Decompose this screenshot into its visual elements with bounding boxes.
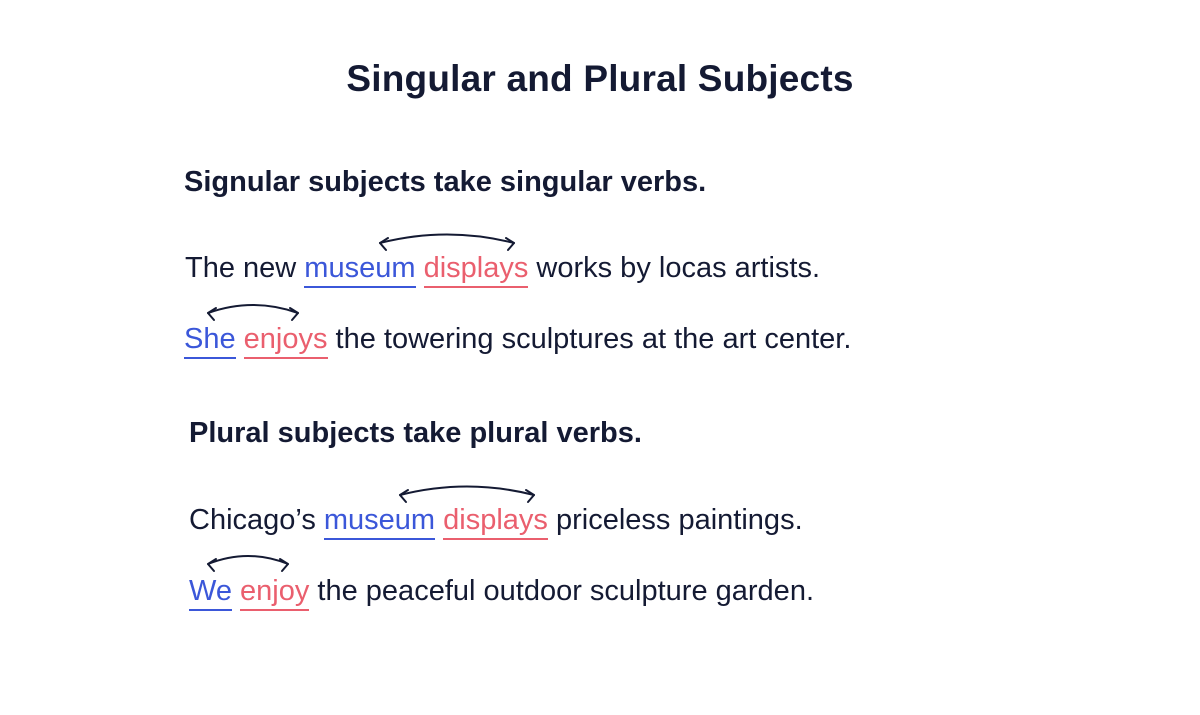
sentence-text [416,252,424,284]
example-sentence [185,252,820,285]
sentence-text: Chicago’s [189,504,324,536]
sentence-text: The new [185,252,305,284]
sentence-text [236,323,244,355]
sentence-text: works by locas artists. [528,252,821,284]
sentence-text [232,575,240,607]
agreement-arrow-icon [203,550,293,574]
example-sentence [184,323,851,356]
example-sentence [189,504,803,537]
page-title: Singular and Plural Subjects [346,58,854,99]
subject-word: We [189,575,232,611]
sentence-text: the peaceful outdoor sculpture garden. [309,575,815,607]
subject-word: She [184,323,236,359]
agreement-arrow-icon [203,299,303,323]
verb-word: displays [443,504,548,540]
sentence-text: priceless paintings. [547,504,803,536]
example-sentence [189,575,814,608]
sentence-text: the towering sculptures at the art center. [327,323,852,355]
section-heading-plural: Plural subjects take plural verbs. [189,417,642,449]
sentence-text [435,504,443,536]
verb-word: enjoy [240,575,309,611]
verb-word: enjoys [244,323,328,359]
agreement-arrow-icon [395,480,540,506]
subject-word: museum [324,504,435,540]
subject-word: museum [304,252,415,288]
verb-word: displays [424,252,529,288]
section-heading-singular: Signular subjects take singular verbs. [184,166,707,198]
agreement-arrow-icon [375,228,520,254]
